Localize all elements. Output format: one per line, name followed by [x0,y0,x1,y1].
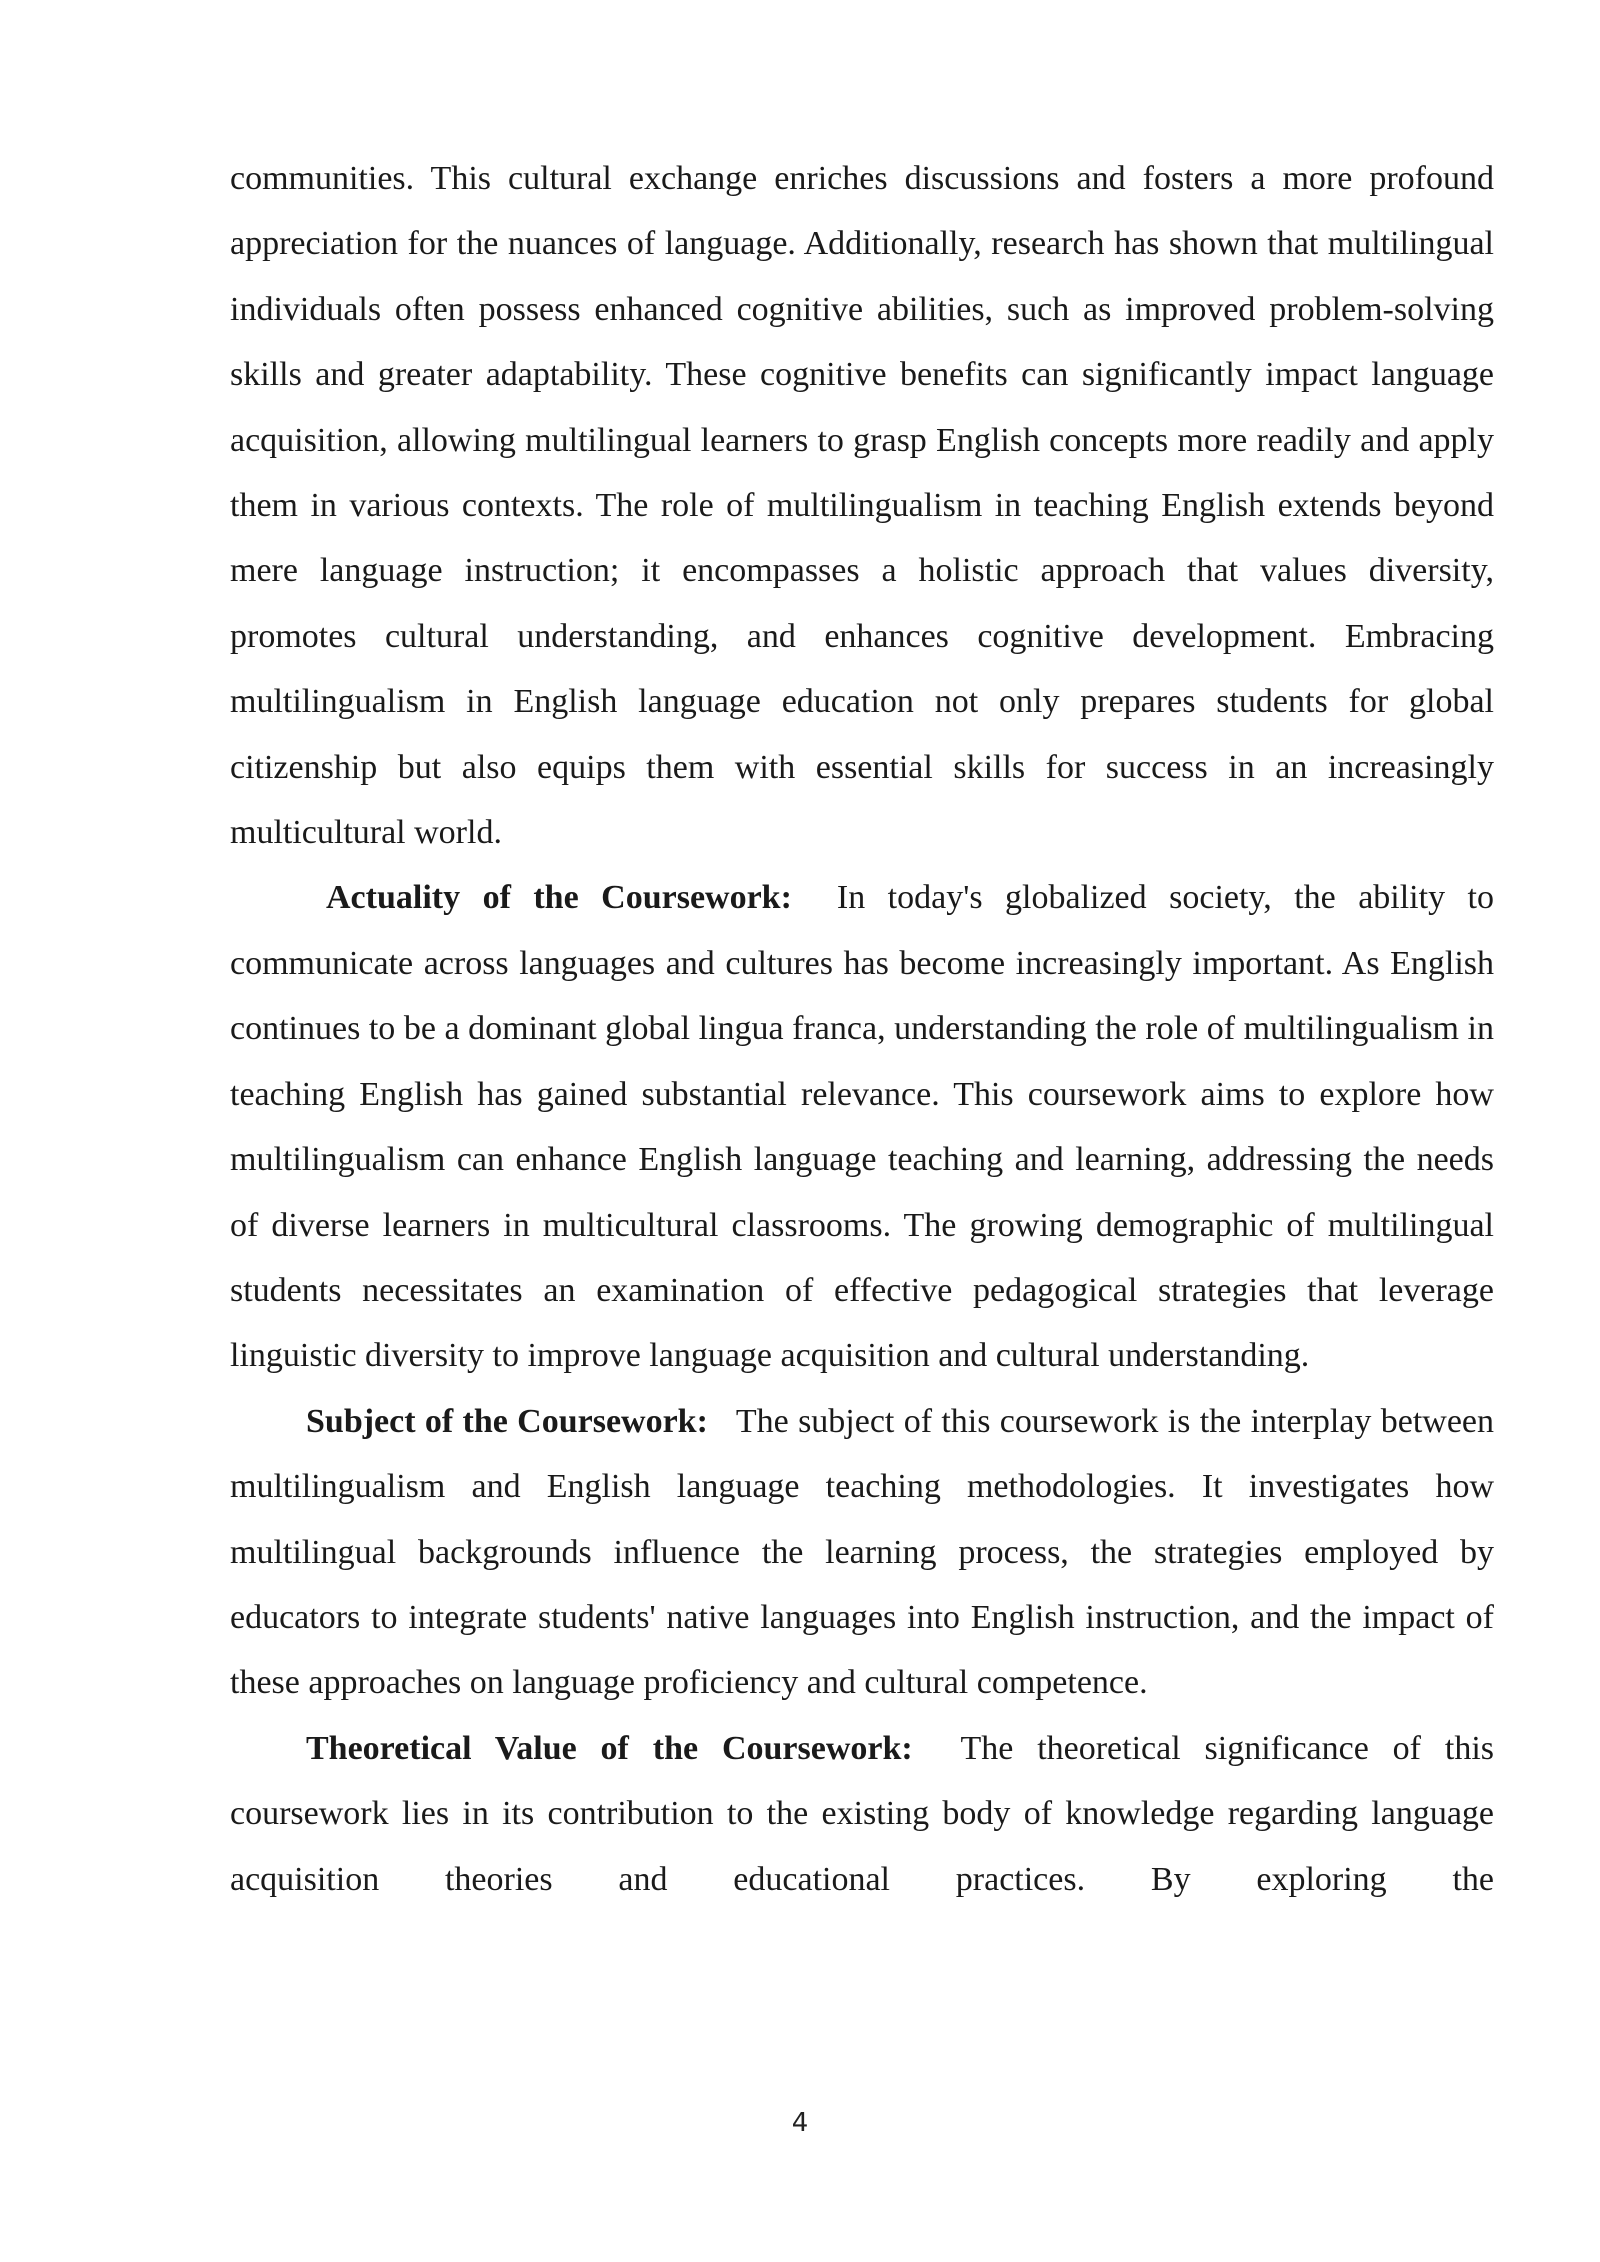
paragraph-text: The theoretical significance of this coursework lies in its contribution to the existing body of knowledge regarding language acquisition theories and educational practices. By exploring the [230,1729,1494,1898]
body-text [230,146,1494,1912]
paragraph-text: communities. This cultural exchange enriches discussions and fosters a more profound appreciation for the nuances of language. Additionally, research has shown that multilingual individuals often possess enhanced cognitive abilities, such as improved problem-solving skills and greater adaptability. These cognitive benefits can significantly impact language acquisition, allowing multilingual learners to grasp English concepts more readily and apply them in various contexts. The role of multilingualism in teaching English extends beyond mere language instruction; it encompasses a holistic approach that values diversity, promotes cultural understanding, and enhances cognitive development. Embracing multilingualism in English language education not only prepares students for global citizenship but also equips them with essential skills for success in an increasingly multicultural world. [230,160,1494,852]
subject-heading: Subject of the Coursework: [306,1402,708,1440]
paragraph-subject [230,1389,1494,1716]
paragraph-multilingual-benefits [230,146,1494,865]
paragraph-text: The subject of this coursework is the interplay between multilingualism and English language teaching methodologies. It investigates how multilingual backgrounds influence the learning process, the strategies employed by educators to integrate students' native languages into English instruction, and the impact of these approaches on language proficiency and cultural competence. [230,1402,1495,1702]
theoretical-value-heading: Theoretical Value of the Coursework: [306,1729,913,1767]
actuality-heading: Actuality of the Coursework: [326,879,792,917]
page-number: 4 [791,2108,809,2138]
paragraph-text: In today's globalized society, the ability to communicate across languages and cultures has become increasingly important. As English continues to be a dominant global lingua franca, understanding the role of multilingualism in teaching English has gained substantial relevance. This coursework aims to explore how multilingualism can enhance English language teaching and learning, addressing the needs of diverse learners in multicultural classrooms. The growing demographic of multilingual students necessitates an examination of effective pedagogical strategies that leverage linguistic diversity to improve language acquisition and cultural understanding. [230,879,1494,1375]
paragraph-theoretical-value [230,1716,1494,1912]
paragraph-actuality [230,865,1494,1388]
